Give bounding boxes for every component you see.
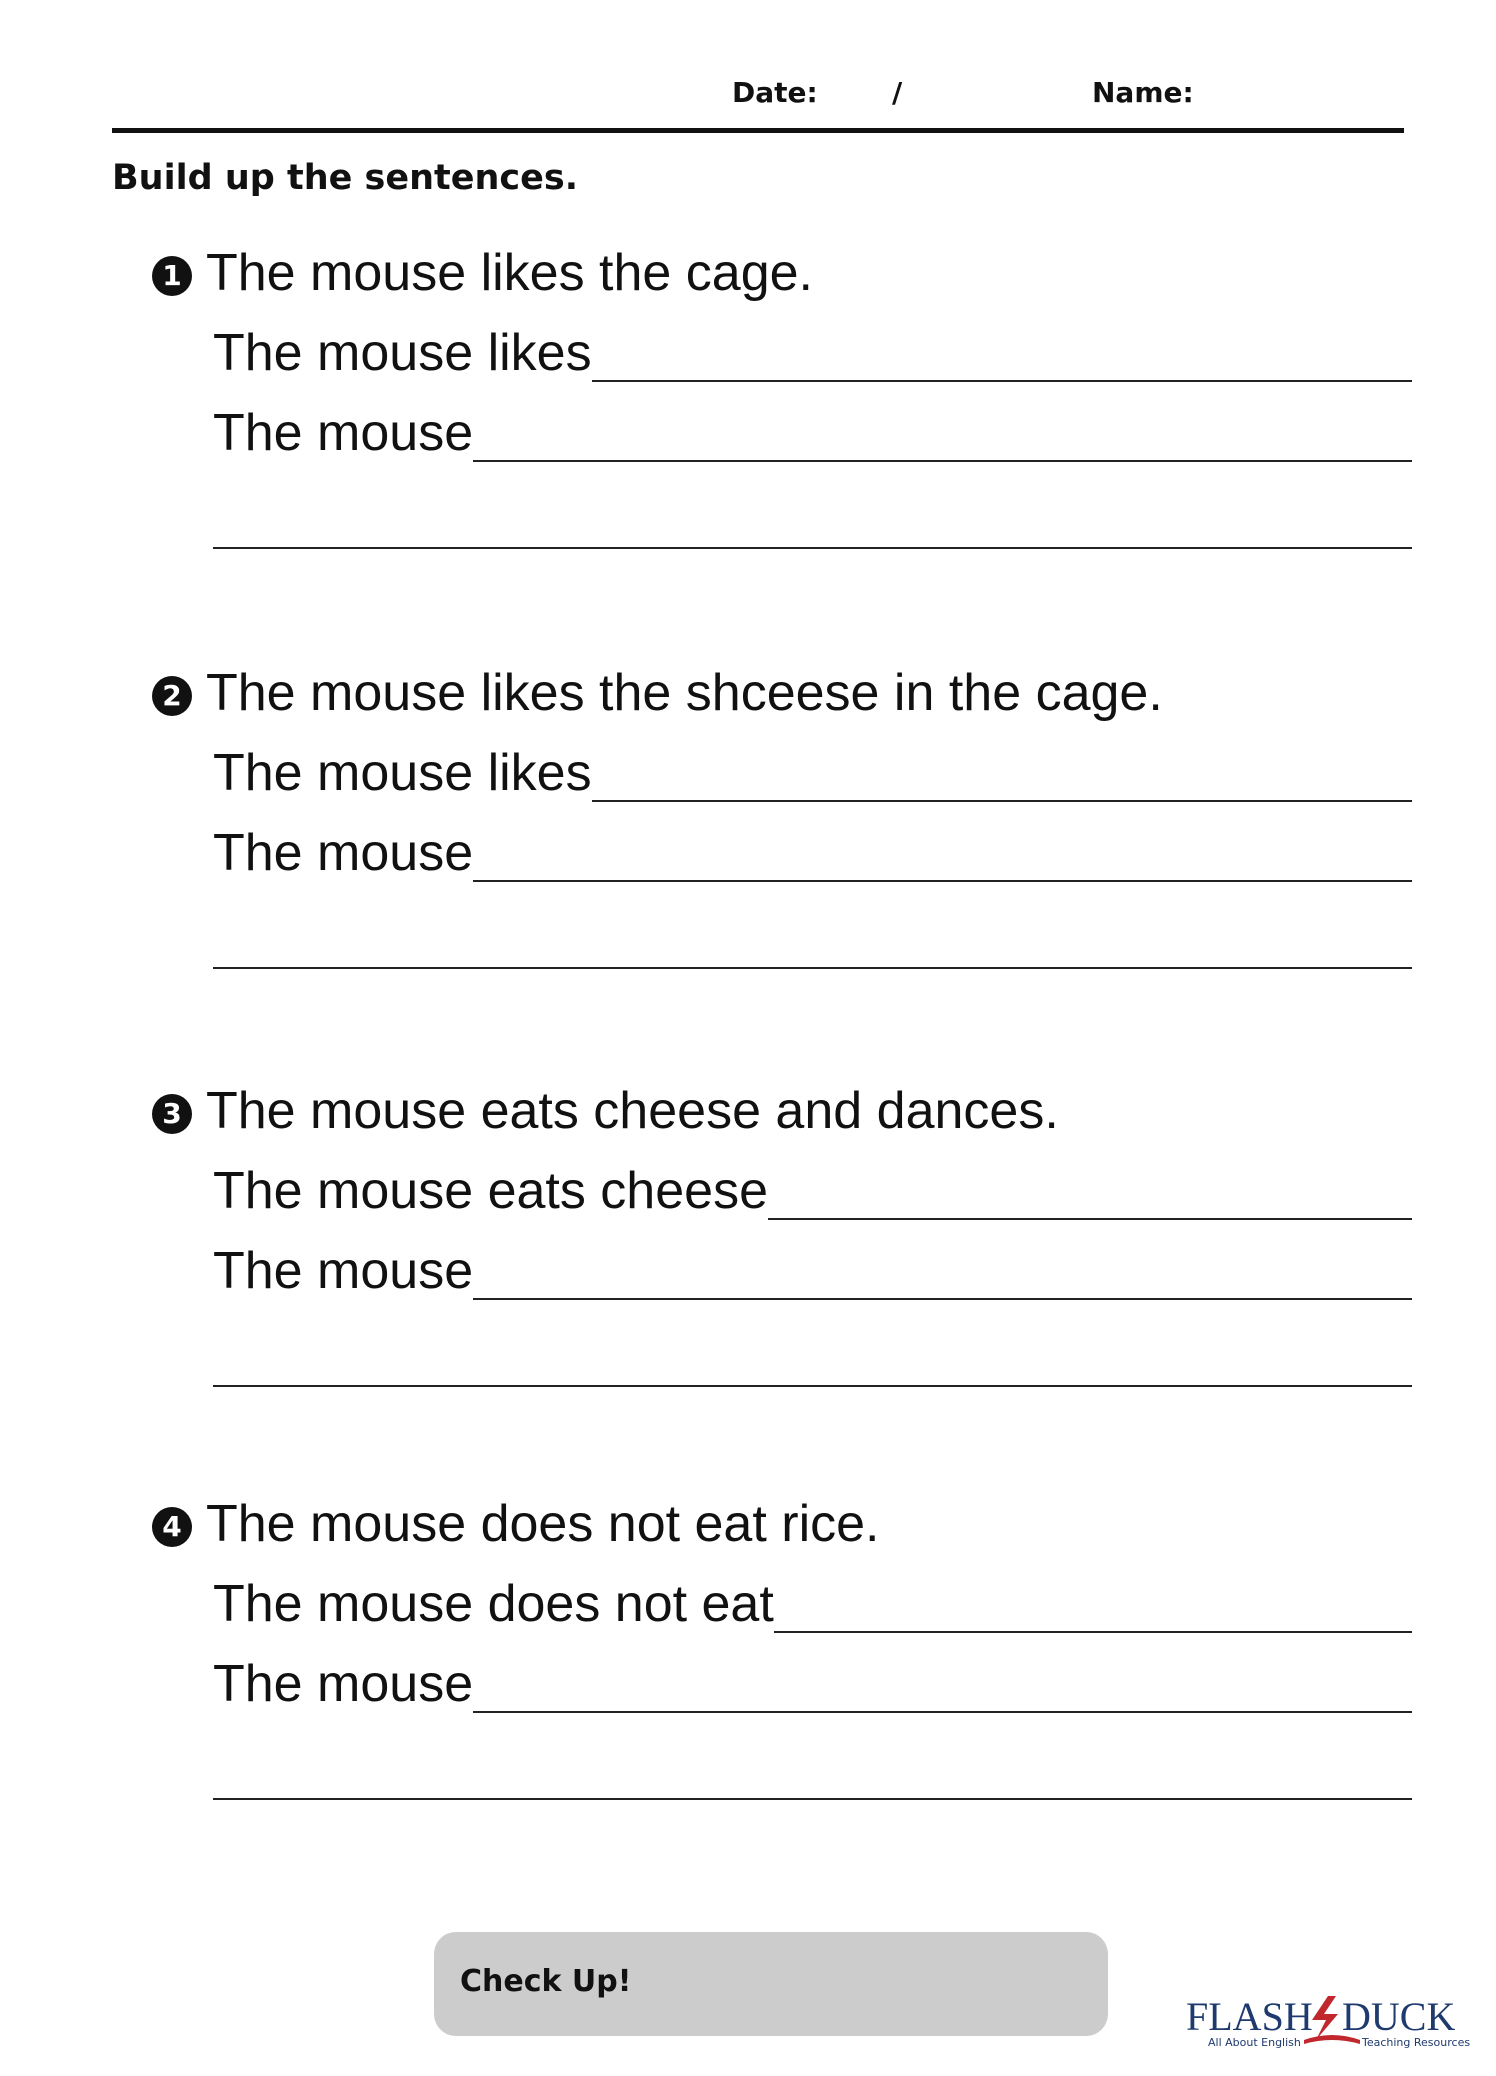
answer-line-1 bbox=[152, 1154, 1412, 1224]
answer-prompt: The mouse does not eat bbox=[213, 1575, 774, 1633]
instruction-text: Build up the sentences. bbox=[112, 158, 579, 198]
svg-text:DUCK: DUCK bbox=[1342, 1994, 1456, 2039]
question-sentence: The mouse likes the shceese in the cage. bbox=[206, 664, 1163, 722]
answer-line-1 bbox=[152, 1567, 1412, 1637]
answer-line-2 bbox=[152, 816, 1412, 886]
question-number-badge: 4 bbox=[152, 1507, 192, 1547]
answer-full-blank[interactable] bbox=[213, 547, 1412, 549]
answer-prompt: The mouse likes bbox=[213, 744, 592, 802]
answer-prompt: The mouse likes bbox=[213, 324, 592, 382]
date-label: Date: bbox=[732, 76, 818, 109]
check-up-box bbox=[434, 1932, 1108, 2036]
question-sentence: The mouse likes the cage. bbox=[206, 244, 813, 302]
question-3 bbox=[152, 1074, 1412, 1404]
answer-line-2 bbox=[152, 396, 1412, 466]
question-sentence: The mouse eats cheese and dances. bbox=[206, 1082, 1059, 1140]
answer-blank[interactable] bbox=[473, 1711, 1412, 1713]
answer-line-2 bbox=[152, 1647, 1412, 1717]
question-sentence: The mouse does not eat rice. bbox=[206, 1495, 880, 1553]
flash-duck-logo bbox=[1186, 1990, 1486, 2050]
answer-blank[interactable] bbox=[774, 1631, 1412, 1633]
svg-text:FLASH: FLASH bbox=[1186, 1994, 1313, 2039]
answer-prompt: The mouse bbox=[213, 824, 474, 882]
svg-text:All About English: All About English bbox=[1208, 2036, 1301, 2049]
question-sentence-line bbox=[152, 656, 1412, 726]
answer-prompt: The mouse bbox=[213, 1242, 474, 1300]
question-number-badge: 1 bbox=[152, 256, 192, 296]
answer-blank[interactable] bbox=[473, 1298, 1412, 1300]
date-separator: / bbox=[892, 76, 903, 109]
worksheet-header bbox=[112, 60, 1404, 133]
answer-line-1 bbox=[152, 736, 1412, 806]
question-1 bbox=[152, 236, 1412, 566]
question-number-badge: 2 bbox=[152, 676, 192, 716]
answer-prompt: The mouse eats cheese bbox=[213, 1162, 768, 1220]
svg-text:Teaching Resources: Teaching Resources bbox=[1362, 2036, 1471, 2049]
answer-full-blank[interactable] bbox=[213, 1798, 1412, 1800]
answer-prompt: The mouse bbox=[213, 404, 474, 462]
question-sentence-line bbox=[152, 1487, 1412, 1557]
logo-graphic bbox=[1186, 1990, 1486, 2050]
answer-full-blank[interactable] bbox=[213, 967, 1412, 969]
answer-line-2 bbox=[152, 1234, 1412, 1304]
check-up-label: Check Up! bbox=[460, 1964, 632, 1999]
answer-blank[interactable] bbox=[473, 460, 1412, 462]
answer-blank[interactable] bbox=[768, 1218, 1412, 1220]
answer-blank[interactable] bbox=[592, 380, 1412, 382]
question-sentence-line bbox=[152, 236, 1412, 306]
question-2 bbox=[152, 656, 1412, 986]
question-sentence-line bbox=[152, 1074, 1412, 1144]
answer-blank[interactable] bbox=[473, 880, 1412, 882]
question-4 bbox=[152, 1487, 1412, 1817]
answer-blank[interactable] bbox=[592, 800, 1412, 802]
answer-prompt: The mouse bbox=[213, 1655, 474, 1713]
answer-line-1 bbox=[152, 316, 1412, 386]
question-number-badge: 3 bbox=[152, 1094, 192, 1134]
answer-full-blank[interactable] bbox=[213, 1385, 1412, 1387]
name-label: Name: bbox=[1092, 76, 1194, 109]
